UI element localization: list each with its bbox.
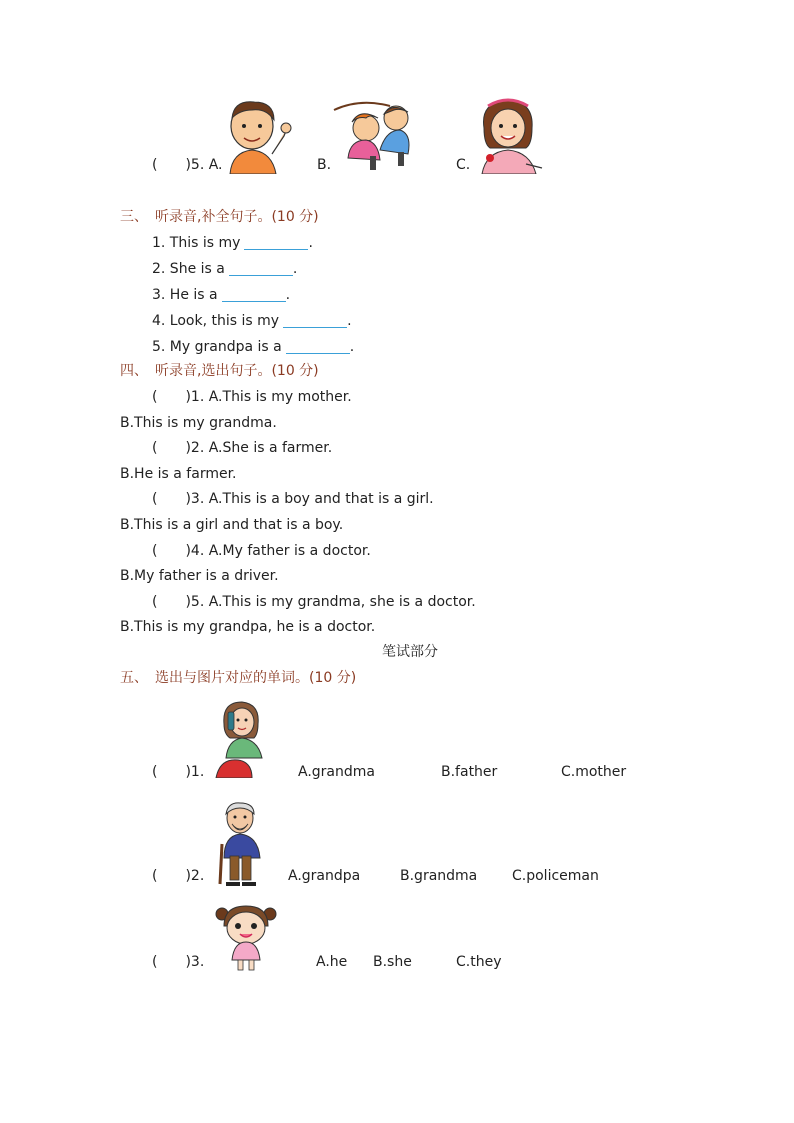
section3-item-end: . bbox=[285, 287, 291, 303]
section3-item-text: 3. He is a bbox=[152, 287, 218, 303]
answer-blank[interactable] bbox=[244, 235, 308, 250]
section3-item-5 bbox=[152, 338, 354, 356]
old-man-with-cane-picture bbox=[214, 800, 270, 886]
section4-item-4-b: B.My father is a driver. bbox=[120, 568, 279, 584]
section4-item-5-b: B.This is my grandpa, he is a doctor. bbox=[120, 619, 376, 635]
section3-item-end: . bbox=[349, 339, 355, 355]
answer-blank[interactable] bbox=[229, 261, 293, 276]
section4-item-4-a: ( )4. A.My father is a doctor. bbox=[152, 543, 371, 559]
section5-item-1-option-b: B.father bbox=[441, 764, 498, 780]
section5-title: 五、 选出与图片对应的单词。(10 分) bbox=[120, 670, 357, 686]
answer-blank[interactable] bbox=[283, 313, 347, 328]
section4-item-2-a: ( )2. A.She is a farmer. bbox=[152, 440, 333, 456]
section3-item-end: . bbox=[308, 235, 313, 251]
girl-smiling-picture bbox=[476, 96, 544, 174]
q2-item5-option-c: C. bbox=[456, 157, 471, 173]
written-part-heading: 笔试部分 bbox=[382, 644, 438, 660]
section3-item-text: 5. My grandpa is a bbox=[152, 339, 282, 355]
section5-item-1-option-c: C.mother bbox=[561, 764, 627, 780]
answer-blank[interactable] bbox=[286, 339, 350, 354]
section3-item-end: . bbox=[347, 313, 352, 329]
section5-item-2-option-a: A.grandpa bbox=[288, 868, 361, 884]
q2-item5-option-b: B. bbox=[317, 157, 332, 173]
section3-item-2 bbox=[152, 260, 297, 278]
section5-item-3-option-b: B.she bbox=[373, 954, 412, 970]
section5-item-1-paren: ( )1. bbox=[152, 764, 205, 780]
section4-item-1-b: B.This is my grandma. bbox=[120, 415, 277, 431]
section5-item-2-option-c: C.policeman bbox=[512, 868, 599, 884]
section5-item-3-option-c: C.they bbox=[456, 954, 502, 970]
little-girl-picture bbox=[214, 902, 278, 972]
woman-on-phone-picture bbox=[212, 698, 270, 778]
section3-item-3 bbox=[152, 286, 290, 304]
boy-pointing-picture bbox=[222, 96, 294, 174]
q2-item5-paren: ( )5. A. bbox=[152, 157, 223, 173]
section3-item-end: . bbox=[292, 261, 298, 277]
section4-item-3-b: B.This is a girl and that is a boy. bbox=[120, 517, 344, 533]
section4-item-3-a: ( )3. A.This is a boy and that is a girl. bbox=[152, 491, 434, 507]
section3-item-text: 1. This is my bbox=[152, 235, 241, 251]
section5-item-3-paren: ( )3. bbox=[152, 954, 205, 970]
section4-title: 四、 听录音,选出句子。(10 分) bbox=[120, 363, 319, 379]
section3-title: 三、 听录音,补全句子。(10 分) bbox=[120, 209, 319, 225]
section3-item-1 bbox=[152, 234, 313, 252]
section3-item-text: 4. Look, this is my bbox=[152, 313, 280, 329]
section5-item-1-option-a: A.grandma bbox=[298, 764, 375, 780]
section5-item-2-option-b: B.grandma bbox=[400, 868, 478, 884]
answer-blank[interactable] bbox=[222, 287, 286, 302]
section4-item-2-b: B.He is a farmer. bbox=[120, 466, 237, 482]
section4-item-5-a: ( )5. A.This is my grandma, she is a doctor. bbox=[152, 594, 476, 610]
section4-item-1-a: ( )1. A.This is my mother. bbox=[152, 389, 352, 405]
section5-item-3-option-a: A.he bbox=[316, 954, 348, 970]
section3-item-text: 2. She is a bbox=[152, 261, 225, 277]
two-kids-playing-picture bbox=[330, 100, 422, 172]
section3-item-4 bbox=[152, 312, 352, 330]
section5-item-2-paren: ( )2. bbox=[152, 868, 205, 884]
